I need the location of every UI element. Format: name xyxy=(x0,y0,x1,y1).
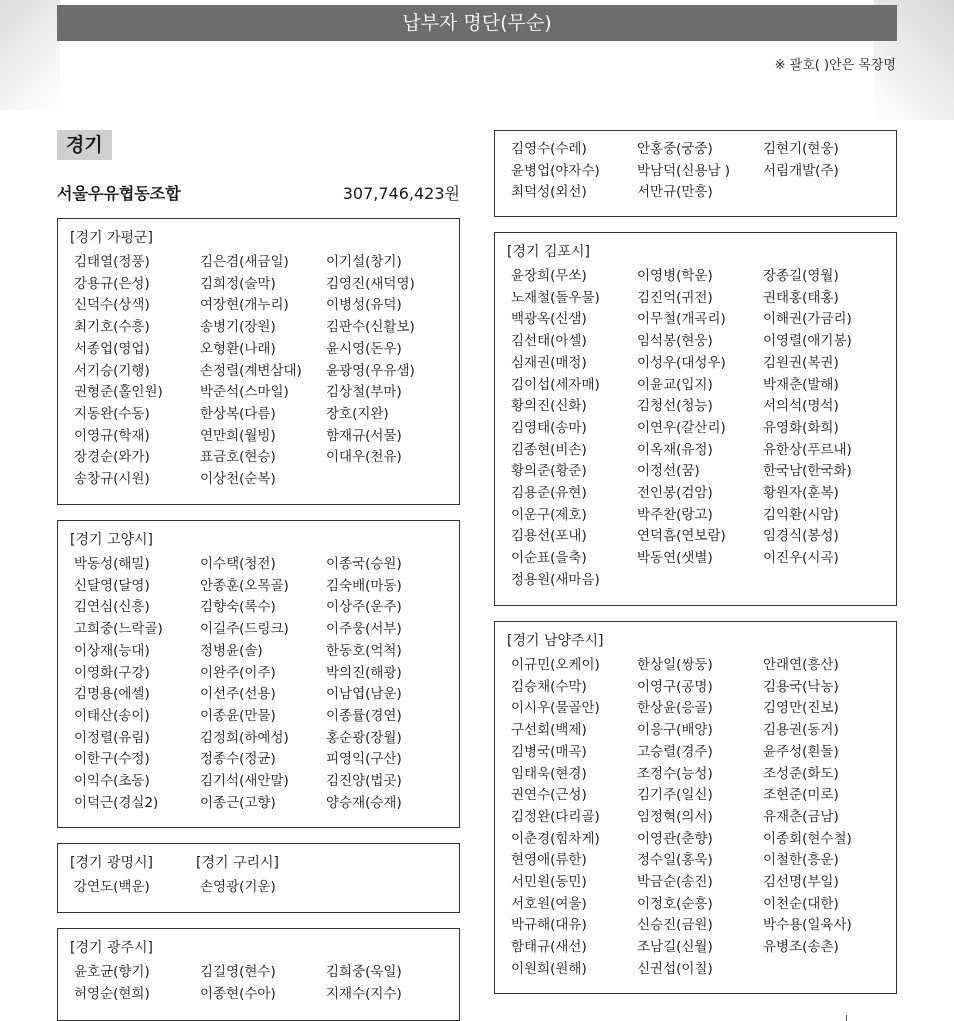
member-name: 연덕흠(연보람) xyxy=(637,528,726,545)
member-name: 조남길(신월) xyxy=(637,939,713,956)
member-name: 한상복(다름) xyxy=(200,405,276,422)
member-name: 서민원(동민) xyxy=(511,874,587,891)
member-name: 안종훈(오목골) xyxy=(200,577,289,594)
member-name: 황의진(신화) xyxy=(511,398,587,415)
member-name: 지동완(수동) xyxy=(74,405,150,422)
group-title: [경기 가평군] xyxy=(70,230,153,246)
member-name: 이원희(원해) xyxy=(511,960,587,977)
member-name: 손정렬(계변삼대) xyxy=(200,362,302,379)
member-name: 임석봉(현웅) xyxy=(637,333,713,350)
member-name: 이남엽(남운) xyxy=(326,686,402,703)
member-name: 유한상(푸르내) xyxy=(763,441,852,458)
member-name: 고희중(느락골) xyxy=(74,621,163,638)
member-name: 박동연(샛별) xyxy=(637,550,713,567)
member-name: 윤시영(돈우) xyxy=(326,340,402,357)
member-name: 윤주성(흰돌) xyxy=(763,743,839,760)
member-name: 신덕수(상색) xyxy=(74,297,150,314)
member-name: 윤광영(우유샘) xyxy=(326,362,415,379)
member-name: 김판수(신활보) xyxy=(326,319,415,336)
member-name: 김은겸(새금일) xyxy=(200,254,289,270)
member-name: 윤장희(무쏘) xyxy=(511,268,587,284)
member-name: 김선태(아셀) xyxy=(511,333,587,350)
name-grid xyxy=(507,139,886,204)
member-name: 김영수(수레) xyxy=(511,141,587,157)
member-name: 이영병(학운) xyxy=(637,268,713,284)
member-name: 함재규(서물) xyxy=(326,427,402,444)
member-name: 이기설(창기) xyxy=(326,254,402,270)
member-name: 권형준(홀인원) xyxy=(74,384,163,401)
member-name: 양승재(승재) xyxy=(326,794,402,811)
member-name: 김길영(현수) xyxy=(200,964,276,980)
member-name: 정용원(새마음) xyxy=(511,571,600,588)
member-name: 김진억(귀전) xyxy=(637,289,713,306)
member-name: 서만규(만흥) xyxy=(637,184,713,201)
member-name: 노재철(돌우물) xyxy=(511,289,600,306)
member-name: 신승진(금원) xyxy=(637,917,713,934)
member-name: 이천순(대한) xyxy=(763,895,839,912)
member-name: 장종길(영월) xyxy=(763,268,839,284)
member-name: 여장현(개누리) xyxy=(200,297,289,314)
group-title: [경기 광명시] xyxy=(70,855,153,871)
member-name: 오형환(나래) xyxy=(200,340,276,357)
member-name: 황원자(훈복) xyxy=(763,485,839,502)
member-name: 이익수(초동) xyxy=(74,773,150,790)
member-name: 이덕근(경실2) xyxy=(74,794,159,811)
member-name: 신달영(달영) xyxy=(74,577,150,594)
group-gapyeong xyxy=(57,218,460,505)
member-name: 이종근(고향) xyxy=(200,794,276,811)
group-goyang xyxy=(57,520,460,828)
group-title-secondary: [경기 구리시] xyxy=(196,855,279,871)
member-name: 윤호균(향기) xyxy=(74,964,150,980)
member-name: 김상철(부마) xyxy=(326,384,402,401)
member-name: 김이섭(세자매) xyxy=(511,376,600,393)
member-name: 김기석(새안말) xyxy=(200,773,289,790)
member-name: 백광옥(신샘) xyxy=(511,311,587,328)
member-name: 이무철(개곡리) xyxy=(637,311,726,328)
member-name: 이춘경(힘차게) xyxy=(511,830,600,847)
member-name: 정병윤(솔) xyxy=(200,642,263,659)
member-name: 최덕성(외선) xyxy=(511,184,587,201)
member-name: 장경순(와가) xyxy=(74,449,150,466)
member-name: 김익환(시암) xyxy=(763,506,839,523)
member-name: 김용국(낙농) xyxy=(763,678,839,695)
member-name: 김기주(일신) xyxy=(637,787,713,804)
member-name: 김향숙(록수) xyxy=(200,599,276,616)
member-name: 이수택(청전) xyxy=(200,556,276,572)
member-name: 이완주(이주) xyxy=(200,664,276,681)
member-name: 이상주(운주) xyxy=(326,599,402,616)
background-decoration-left xyxy=(0,0,60,110)
member-name: 이한구(수정) xyxy=(74,751,150,768)
member-name: 이규민(오케이) xyxy=(511,657,600,673)
member-name: 이진우(시곡) xyxy=(763,550,839,567)
member-name: 서기승(기행) xyxy=(74,362,150,379)
member-name: 이선주(선용) xyxy=(200,686,276,703)
member-name: 강연도(백운) xyxy=(74,879,150,895)
member-name: 이해권(가금리) xyxy=(763,311,852,328)
member-name: 권연수(근성) xyxy=(511,787,587,804)
member-name: 이주웅(서부) xyxy=(326,621,402,638)
member-name: 연만희(월빙) xyxy=(200,427,276,444)
member-name: 이영화(구강) xyxy=(74,664,150,681)
member-name: 김병국(매곡) xyxy=(511,743,587,760)
member-name: 표금호(현승) xyxy=(200,449,276,466)
member-name: 한국남(한국화) xyxy=(763,463,852,480)
group-gimpo xyxy=(494,232,897,606)
member-name: 이병성(유덕) xyxy=(326,297,402,314)
group-namyangju xyxy=(494,621,897,994)
member-name: 김정완(다리골) xyxy=(511,808,600,825)
member-name: 이종회(현수철) xyxy=(763,830,852,847)
member-name: 신권섭(이칠) xyxy=(637,960,713,977)
member-name: 박재춘(발해) xyxy=(763,376,839,393)
name-grid xyxy=(507,266,886,592)
member-name: 송창규(시원) xyxy=(74,471,150,488)
member-name: 이영구(공명) xyxy=(637,678,713,695)
member-name: 윤병업(야자수) xyxy=(511,162,600,179)
name-grid xyxy=(507,655,886,981)
member-name: 김영만(진보) xyxy=(763,700,839,717)
member-name: 임경식(봉성) xyxy=(763,528,839,545)
group-title: [경기 김포시] xyxy=(507,244,590,260)
member-name: 유병조(송촌) xyxy=(763,939,839,956)
group-title: [경기 고양시] xyxy=(70,532,153,548)
member-name: 강용규(은성) xyxy=(74,275,150,292)
member-name: 김용선(포내) xyxy=(511,528,587,545)
name-grid xyxy=(70,252,449,491)
group-gwangmyeong-guri xyxy=(57,843,460,913)
page-title: 납부자 명단(무순) xyxy=(57,5,897,41)
member-name: 임정혁(의서) xyxy=(637,808,713,825)
member-name: 조현준(미로) xyxy=(763,787,839,804)
member-name: 손영광(기운) xyxy=(200,879,276,895)
member-name: 정종수(정균) xyxy=(200,751,276,768)
member-name: 이정호(순흥) xyxy=(637,895,713,912)
member-name: 한상일(쌍둥) xyxy=(637,657,713,673)
member-name: 이대우(천유) xyxy=(326,449,402,466)
member-name: 이상재(능대) xyxy=(74,642,150,659)
name-grid xyxy=(70,554,449,814)
member-name: 장호(지완) xyxy=(326,405,389,422)
member-name: 이종률(경연) xyxy=(326,707,402,724)
member-name: 김태열(정풍) xyxy=(74,254,150,270)
union-name: 서울우유협동조합 xyxy=(57,184,181,203)
member-name: 심재권(매정) xyxy=(511,354,587,371)
member-name: 정수일(홍욱) xyxy=(637,852,713,869)
member-name: 박수용(일육사) xyxy=(763,917,852,934)
member-name: 이순표(을축) xyxy=(511,550,587,567)
member-name: 한동호(억척) xyxy=(326,642,402,659)
member-name: 이정렬(유림) xyxy=(74,729,150,746)
member-name: 이정선(꿈) xyxy=(637,463,700,480)
member-name: 서의석(명석) xyxy=(763,398,839,415)
member-name: 김승채(수막) xyxy=(511,678,587,695)
member-name: 이영관(춘향) xyxy=(637,830,713,847)
member-name: 박금순(송진) xyxy=(637,874,713,891)
group-gwangju xyxy=(57,928,460,1021)
member-name: 홍순광(장월) xyxy=(326,729,402,746)
member-name: 지재수(지수) xyxy=(326,985,402,1002)
region-heading: 경기 xyxy=(57,130,112,160)
group-title: [경기 광주시] xyxy=(70,940,153,956)
member-name: 김명용(에셀) xyxy=(74,686,150,703)
member-name: 조정수(능성) xyxy=(637,765,713,782)
member-name: 서호원(여울) xyxy=(511,895,587,912)
member-name: 이길주(드링크) xyxy=(200,621,289,638)
name-grid xyxy=(70,877,449,899)
member-name: 박남덕(신용남 ) xyxy=(637,162,731,179)
member-name: 허영순(현희) xyxy=(74,985,150,1002)
member-name: 유영화(화희) xyxy=(763,419,839,436)
member-name: 이종현(수아) xyxy=(200,985,276,1002)
member-name: 서림개발(주) xyxy=(763,162,839,179)
member-name: 박동성(해밀) xyxy=(74,556,150,572)
member-name: 김용준(유현) xyxy=(511,485,587,502)
member-name: 이시우(물골안) xyxy=(511,700,600,717)
member-name: 안홍중(궁중) xyxy=(637,141,713,157)
member-name: 조성준(화도) xyxy=(763,765,839,782)
union-amount: 307,746,423원 xyxy=(342,184,460,203)
member-name: 이응구(배양) xyxy=(637,722,713,739)
member-name: 이운구(제호) xyxy=(511,506,587,523)
member-name: 김종현(비손) xyxy=(511,441,587,458)
footer-tick xyxy=(846,1015,847,1021)
member-name: 함태규(새선) xyxy=(511,939,587,956)
member-name: 김희정(술막) xyxy=(200,275,276,292)
member-name: 권태홍(태홍) xyxy=(763,289,839,306)
member-name: 이태산(송이) xyxy=(74,707,150,724)
member-name: 이영규(학재) xyxy=(74,427,150,444)
member-name: 이영렬(애기봉) xyxy=(763,333,852,350)
group-continued xyxy=(494,130,897,217)
member-name: 고승렬(경주) xyxy=(637,743,713,760)
member-name: 김연심(신흥) xyxy=(74,599,150,616)
member-name: 안래연(흥산) xyxy=(763,657,839,673)
parenthesis-note: ※ 괄호( )안은 목장명 xyxy=(774,58,896,73)
member-name: 구선회(백제) xyxy=(511,722,587,739)
member-name: 김현기(현웅) xyxy=(763,141,839,157)
member-name: 이성우(대성우) xyxy=(637,354,726,371)
member-name: 김희중(욱일) xyxy=(326,964,402,980)
member-name: 이종국(승원) xyxy=(326,556,402,572)
member-name: 박준석(스마일) xyxy=(200,384,289,401)
member-name: 김용권(동거) xyxy=(763,722,839,739)
member-name: 이옥재(유정) xyxy=(637,441,713,458)
member-name: 송병기(장원) xyxy=(200,319,276,336)
member-name: 김선명(부일) xyxy=(763,874,839,891)
member-name: 김청선(청능) xyxy=(637,398,713,415)
member-name: 이철한(흥운) xyxy=(763,852,839,869)
member-name: 황의준(황준) xyxy=(511,463,587,480)
member-name: 김숙배(마동) xyxy=(326,577,402,594)
member-name: 김정희(하예성) xyxy=(200,729,289,746)
member-name: 최기호(수흥) xyxy=(74,319,150,336)
member-name: 이상천(순복) xyxy=(200,471,276,488)
member-name: 이종윤(만물) xyxy=(200,707,276,724)
member-name: 김원권(복권) xyxy=(763,354,839,371)
group-title: [경기 남양주시] xyxy=(507,633,604,649)
union-summary xyxy=(57,181,460,204)
member-name: 현영애(류한) xyxy=(511,852,587,869)
member-name: 김영태(송마) xyxy=(511,419,587,436)
member-name: 박의진(해광) xyxy=(326,664,402,681)
member-name: 유재춘(금남) xyxy=(763,808,839,825)
member-name: 한상윤(응골) xyxy=(637,700,713,717)
member-name: 이윤교(입지) xyxy=(637,376,713,393)
member-name: 박주찬(랑고) xyxy=(637,506,713,523)
member-name: 피영익(구산) xyxy=(326,751,402,768)
member-name: 박규해(대유) xyxy=(511,917,587,934)
name-grid xyxy=(70,962,449,1005)
member-name: 서종업(영업) xyxy=(74,340,150,357)
member-name: 전인봉(검암) xyxy=(637,485,713,502)
member-name: 김영진(새덕영) xyxy=(326,275,415,292)
member-name: 이연우(갈산리) xyxy=(637,419,726,436)
member-name: 김진양(법곳) xyxy=(326,773,402,790)
member-name: 임태욱(현경) xyxy=(511,765,587,782)
